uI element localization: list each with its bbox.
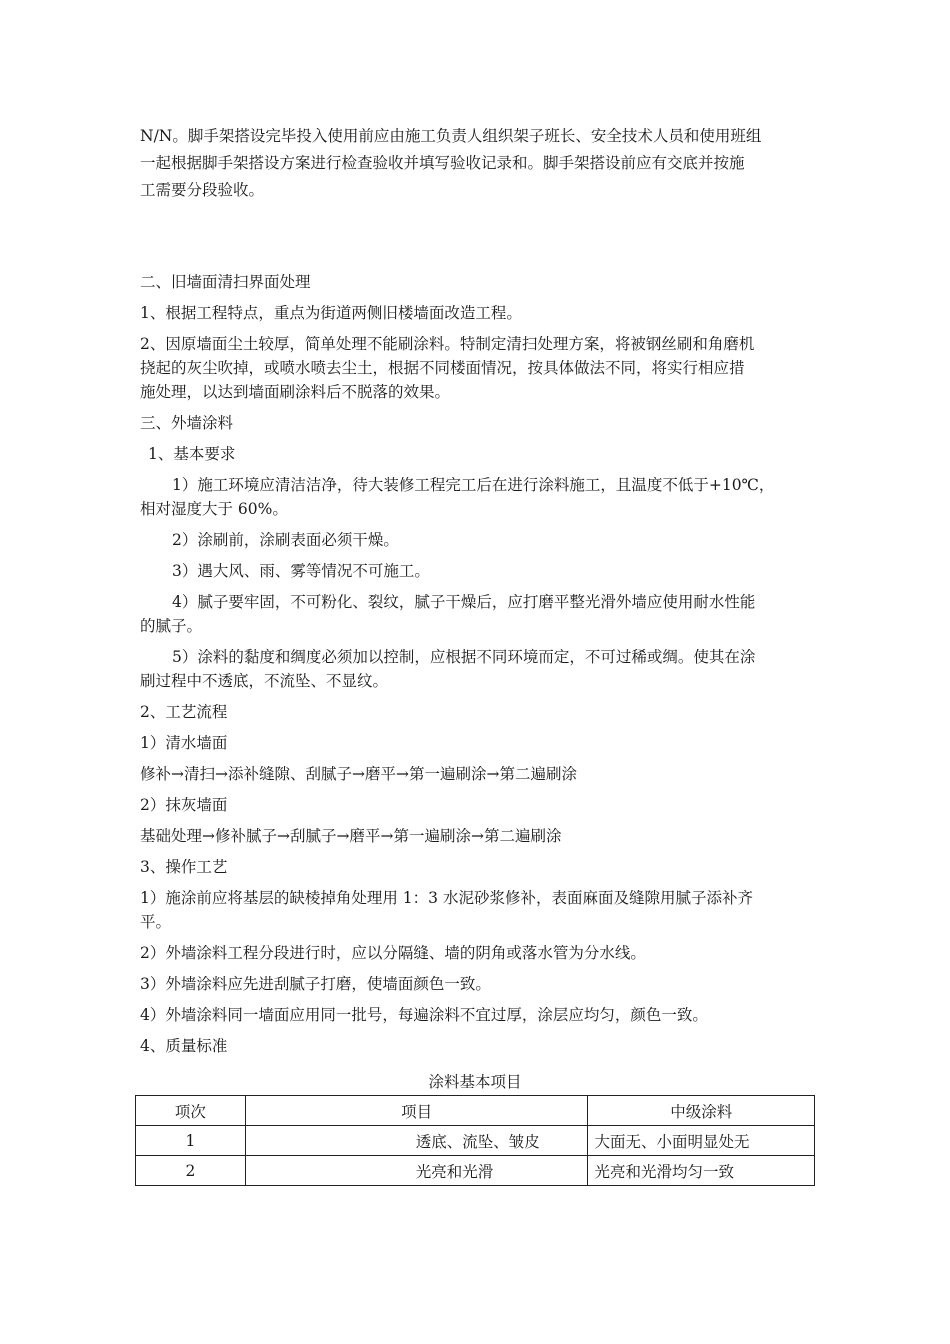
table-cell: 光亮和光滑 [245, 1156, 588, 1186]
table-cell: 透底、流坠、皱皮 [245, 1126, 588, 1156]
requirement-3: 3）遇大风、雨、雾等情况不可施工。 [172, 562, 430, 580]
intro-line-2: 一起根据脚手架搭设方案进行检查验收并填写验收记录和。脚手架搭设前应有交底并按施 [140, 154, 745, 172]
operation-1-line-1: 1）施涂前应将基层的缺棱掉角处理用 1：3 水泥砂浆修补，表面麻面及缝隙用腻子添补齐 [140, 889, 753, 907]
requirement-1-line-2: 相对湿度大于 60%。 [140, 500, 288, 518]
intro-line-3: 工需要分段验收。 [140, 181, 265, 199]
table-cell: 光亮和光滑均匀一致 [588, 1156, 815, 1186]
requirement-2: 2）涂刷前，涂刷表面必须干燥。 [172, 531, 399, 549]
requirement-4-line-2: 的腻子。 [140, 617, 203, 635]
section-2-item-2-line-1: 2、因原墙面尘土较厚，简单处理不能刷涂料。特制定清扫处理方案，将被钢丝刷和角磨机 [140, 335, 755, 353]
table-cell: 大面无、小面明显处无 [588, 1126, 815, 1156]
requirement-4-line-1: 4）腻子要牢固，不可粉化、裂纹，腻子干燥后，应打磨平整光滑外墙应使用耐水性能 [172, 593, 756, 611]
process-2-title: 2）抹灰墙面 [140, 796, 228, 814]
basic-requirements-heading: 1、基本要求 [148, 445, 236, 463]
table-caption: 涂料基本项目 [428, 1073, 522, 1091]
table-cell: 1 [136, 1126, 246, 1156]
intro-line-1: N/N。脚手架搭设完毕投入使用前应由施工负责人组织架子班长、安全技术人员和使用班组 [140, 127, 762, 145]
quality-heading: 4、质量标准 [140, 1037, 228, 1055]
table-row [136, 1156, 815, 1186]
requirement-1-line-1: 1）施工环境应清洁洁净，待大装修工程完工后在进行涂料施工，且温度不低于+10℃， [172, 476, 775, 494]
requirement-5-line-2: 刷过程中不透底，不流坠、不显纹。 [140, 672, 389, 690]
table-header-cell: 项次 [136, 1096, 246, 1126]
operation-4: 4）外墙涂料同一墙面应用同一批号，每遍涂料不宜过厚，涂层应均匀，颜色一致。 [140, 1006, 708, 1024]
table-cell: 2 [136, 1156, 246, 1186]
table-header-cell: 中级涂料 [588, 1096, 815, 1126]
section-2-heading: 二、旧墙面清扫界面处理 [140, 273, 311, 291]
operation-2: 2）外墙涂料工程分段进行时，应以分隔缝、墙的阴角或落水管为分水线。 [140, 944, 646, 962]
process-2-steps: 基础处理→修补腻子→刮腻子→磨平→第一遍刷涂→第二遍刷涂 [140, 827, 562, 845]
section-2-item-1: 1、根据工程特点，重点为街道两侧旧楼墙面改造工程。 [140, 304, 522, 322]
requirement-5-line-1: 5）涂料的黏度和绸度必须加以控制，应根据不同环境而定，不可过稀或绸。使其在涂 [172, 648, 756, 666]
quality-table [135, 1095, 815, 1186]
table-header-cell: 项目 [245, 1096, 588, 1126]
section-2-item-2-line-3: 施处理，以达到墙面刷涂料后不脱落的效果。 [140, 383, 451, 401]
operation-1-line-2: 平。 [140, 913, 172, 931]
operation-heading: 3、操作工艺 [140, 858, 228, 876]
operation-3: 3）外墙涂料应先进刮腻子打磨，使墙面颜色一致。 [140, 975, 491, 993]
section-3-heading: 三、外墙涂料 [140, 414, 234, 432]
table-header-row [136, 1096, 815, 1126]
process-1-title: 1）清水墙面 [140, 734, 228, 752]
process-1-steps: 修补→清扫→添补缝隙、刮腻子→磨平→第一遍刷涂→第二遍刷涂 [140, 765, 577, 783]
section-2-item-2-line-2: 挠起的灰尘吹掉，或喷水喷去尘土，根据不同楼面情况，按具体做法不同，将实行相应措 [140, 359, 745, 377]
table-row [136, 1126, 815, 1156]
process-heading: 2、工艺流程 [140, 703, 228, 721]
